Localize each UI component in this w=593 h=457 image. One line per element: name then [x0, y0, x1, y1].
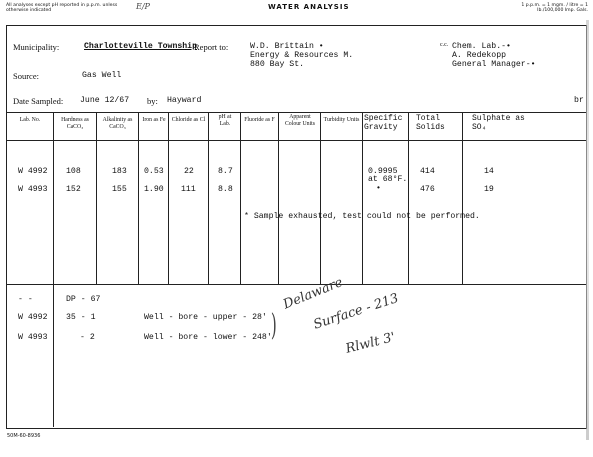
col-header-sulphate: Sulphate as SO₄ — [472, 114, 525, 132]
notes-row0-lab: - - — [18, 295, 33, 304]
cc-line-3: General Manager-• — [452, 60, 536, 69]
notes-row1-text: Well - bore - upper - 28' — [144, 313, 267, 322]
notes-row1-num: 35 - 1 — [66, 313, 96, 322]
row-2-specific-gravity: • — [376, 184, 381, 193]
col-divider — [240, 112, 241, 284]
row-1-chloride: 22 — [184, 167, 194, 176]
handwriting-line-1: Delaware — [281, 275, 346, 313]
col-header-turbidity: Turbidity Units — [323, 117, 360, 123]
row-2-chloride: 111 — [181, 185, 196, 194]
col-divider — [138, 112, 139, 284]
notes-row2-lab: W 4993 — [18, 333, 48, 342]
row-1-total-solids: 414 — [420, 167, 435, 176]
row-1-sg-note: at 68°F. — [368, 175, 408, 184]
notes-row2-text: Well - bore - lower - 248' — [144, 333, 272, 342]
col-divider — [168, 112, 169, 284]
form-title: WATER ANALYSIS — [268, 3, 350, 11]
table-bottom-rule — [6, 284, 586, 285]
col-header-alkalinity: Alkalinity as CaCO₃ — [102, 117, 133, 130]
row-2-lab-no: W 4993 — [18, 185, 48, 194]
col-header-total-solids: Total Solids — [416, 114, 445, 132]
handwriting-line-2: Surface - 213 — [311, 291, 401, 333]
date-sampled-label: Date Sampled: — [13, 96, 64, 106]
form-number: 50M-60-8936 — [7, 433, 41, 439]
row-1-hardness: 108 — [66, 167, 81, 176]
col-divider — [96, 112, 97, 284]
row-1-specific-gravity: 0.9995 — [368, 167, 398, 176]
notes-row1-lab: W 4992 — [18, 313, 48, 322]
col-divider — [362, 112, 363, 284]
col-header-colour: Apparent Colour Units — [284, 114, 316, 127]
sampled-by-label: by: — [147, 96, 158, 106]
col-divider — [462, 112, 463, 284]
row-1-iron: 0.53 — [144, 167, 164, 176]
units-note: 1 p.p.m. = 1 mgm. / litre = 1 lb./100,000 Imp. Gals. — [521, 3, 588, 13]
row-2-iron: 1.90 — [144, 185, 164, 194]
col-header-lab-no: Lab. No. — [19, 117, 41, 123]
row-1-sulphate: 14 — [484, 167, 494, 176]
col-divider — [208, 112, 209, 284]
handwriting-line-3: Rlwlt 3' — [344, 330, 397, 357]
col-header-hardness: Hardness as CaCO₃ — [61, 117, 89, 130]
row-1-lab-no: W 4992 — [18, 167, 48, 176]
col-divider — [53, 112, 54, 284]
report-to-line-2: Energy & Resources M. — [250, 51, 354, 60]
notes-row0-text: DP - 67 — [66, 295, 101, 304]
row-1-alkalinity: 183 — [112, 167, 127, 176]
row-2-sulphate: 19 — [484, 185, 494, 194]
col-header-ph: pH at Lab. — [218, 114, 232, 127]
report-to-line-3: 880 Bay St. — [250, 60, 305, 69]
notes-divider — [53, 284, 54, 427]
col-header-chloride: Chloride as Cl — [171, 117, 206, 123]
table-header-rule — [6, 140, 586, 141]
table-top-rule — [6, 112, 586, 113]
top-note: All analyses except pH reported in p.p.m. unless otherwise indicated — [6, 3, 118, 13]
row-2-alkalinity: 155 — [112, 185, 127, 194]
source-label: Source: — [13, 71, 39, 81]
hand-bracket: ) — [270, 308, 277, 343]
cc-line-2: A. Redekopp — [452, 51, 507, 60]
row-2-ph: 8.8 — [218, 185, 233, 194]
report-to-line-1: W.D. Brittain • — [250, 42, 324, 51]
col-divider — [408, 112, 409, 284]
date-sampled-value: June 12/67 — [80, 96, 130, 105]
exhausted-note: * Sample exhausted, test could not be performed. — [244, 212, 480, 221]
row-1-ph: 8.7 — [218, 167, 233, 176]
municipality-value: Charlotteville Township — [84, 42, 198, 51]
col-divider — [320, 112, 321, 284]
col-divider — [278, 112, 279, 284]
cc-label: c.c. — [440, 42, 449, 48]
typist-initials: br — [574, 96, 584, 105]
col-header-fluoride: Fluoride as F — [244, 117, 275, 123]
col-header-iron: Iron as Fe — [142, 117, 166, 123]
notes-row2-num: - 2 — [80, 333, 95, 342]
cc-line-1: Chem. Lab.-• — [452, 42, 511, 51]
top-stamp: E/P — [136, 2, 150, 11]
sampled-by-value: Hayward — [167, 96, 202, 105]
scan-edge-shadow — [586, 20, 589, 440]
col-header-specific-gravity: Specific Gravity — [364, 114, 403, 132]
report-to-label: Report to: — [194, 42, 229, 52]
municipality-label: Municipality: — [13, 42, 60, 52]
source-value: Gas Well — [82, 71, 122, 80]
form-border — [6, 25, 587, 429]
row-2-hardness: 152 — [66, 185, 81, 194]
row-2-total-solids: 476 — [420, 185, 435, 194]
